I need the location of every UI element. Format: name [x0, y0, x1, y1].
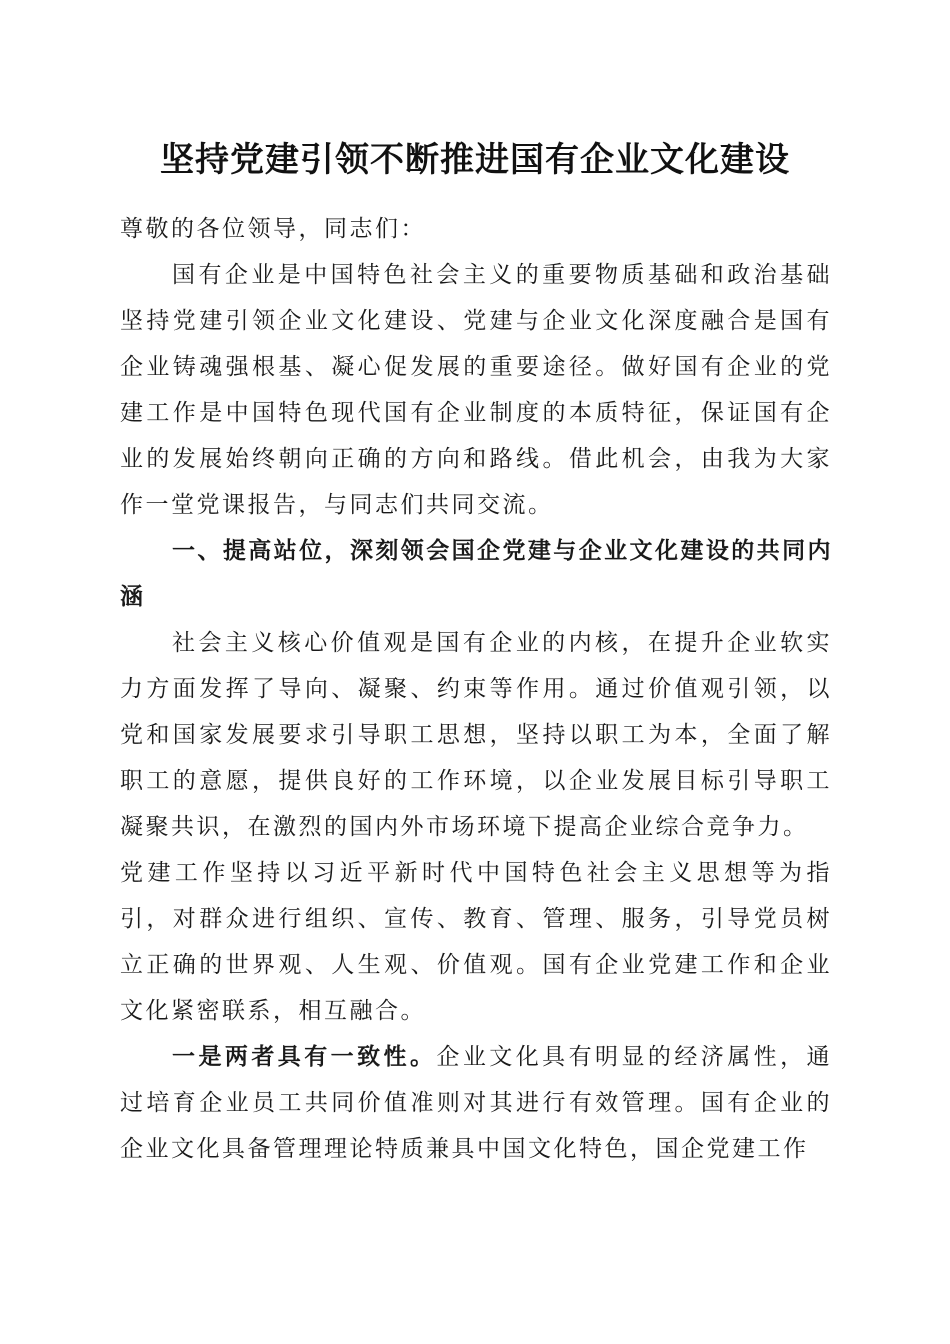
point-1-paragraph — [120, 1034, 832, 1172]
intro-paragraph: 国有企业是中国特色社会主义的重要物质基础和政治基础坚持党建引领企业文化建设、党建与企业文化深度融合是国有企业铸魂强根基、凝心促发展的重要途径。做好国有企业的党建工作是中国特色现代国有企业制度的本质特征，保证国有企业的发展始终朝向正确的方向和路线。借此机会，由我为大家作一堂党课报告，与同志们共同交流。 — [120, 262, 832, 518]
point-1-text: 企业文化具有明显的经济属性，通过培育企业员工共同价值准则对其进行有效管理。国有企业的企业文化具备管理理论特质兼具中国文化特色，国企党建工作 — [120, 1044, 832, 1162]
section-1-paragraph-1: 社会主义核心价值观是国有企业的内核，在提升企业软实力方面发挥了导向、凝聚、约束等作用。通过价值观引领，以党和国家发展要求引导职工思想，坚持以职工为本，全面了解职工的意愿，提供良好的工作环境，以企业发展目标引导职工凝聚共识，在激烈的国内外市场环境下提高企业综合竞争力。 — [120, 630, 832, 840]
section-1-heading: 一、提高站位，深刻领会国企党建与企业文化建设的共同内涵 — [120, 538, 832, 610]
document-body — [120, 206, 832, 1172]
salutation: 尊敬的各位领导，同志们： — [120, 216, 426, 242]
document-title: 坚持党建引领不断推进国有企业文化建设 — [160, 140, 790, 180]
section-1-paragraph-2: 党建工作坚持以习近平新时代中国特色社会主义思想等为指引，对群众进行组织、宣传、教育、管理、服务，引导党员树立正确的世界观、人生观、价值观。国有企业党建工作和企业文化紧密联系，相互融合。 — [120, 860, 832, 1024]
point-1-lead: 一是两者具有一致性。 — [172, 1043, 437, 1070]
